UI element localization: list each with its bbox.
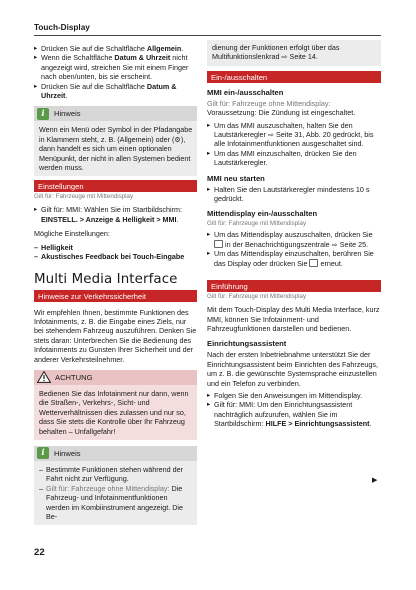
- hint-box-2: [34, 446, 197, 525]
- hint-box-header-2: [34, 446, 197, 461]
- info-icon: i: [37, 447, 49, 459]
- bullet-open-assistant: ▸ Gilt für: MMI: Um den Einrichtungsassistent nachträglich aufzurufen, wählen Sie im Startbildschirm: HILFE > Einrichtungsassistent.: [207, 400, 381, 428]
- section-bar-on-off: Ein-/ausschalten: [207, 71, 381, 83]
- bullet-display-off: ▸ Um das Mittendisplay auszuschalten, drücken Sie in der Benachrichtigungszentrale ⇨ Seite 25.: [207, 230, 381, 249]
- intro-applies-to: Gilt für: Fahrzeuge mit Mittendisplay: [207, 293, 307, 301]
- option-touch-feedback: – Akustisches Feedback bei Touch-Eingabe: [34, 252, 197, 261]
- bullet-display-on: ▸ Um das Mittendisplay einzuschalten, berühren Sie das Display oder drücken Sie erneut.: [207, 249, 381, 268]
- hint-continuation-text: dienung der Funktionen erfolgt über das Multifunktionslenkrad ⇨ Seite 14.: [212, 43, 340, 62]
- setup-assistant-heading: Einrichtungsassistent: [207, 339, 287, 349]
- bullet-mmi-on: ▸ Um das MMI einzuschalten, drücken Sie den Lautstärkeregler.: [207, 149, 381, 168]
- page-header: [34, 22, 381, 36]
- warning-box: [34, 370, 197, 440]
- section-bar-introduction: Einführung: [207, 280, 381, 292]
- possible-settings-label: Mögliche Einstellungen:: [34, 229, 110, 239]
- hint-item-2: – Gilt für: Fahrzeuge ohne Mittendisplay: Die Fahrzeug- und Infotainmentfunktionen werden im Kombiinstrument angezeigt. Die Be-: [39, 484, 193, 522]
- hint-box-header: [34, 106, 197, 121]
- bullet-mmi-restart: ▸ Halten Sie den Lautstärkeregler mindestens 10 s gedrückt.: [207, 185, 381, 204]
- right-column: [207, 40, 381, 429]
- setup-assistant-text: Nach der ersten Inbetriebnahme unterstützt Sie der Einrichtungsassistent beim Einrichten des Fahrzeugs, um z. B. die gewünschte Systemsprache einzustellen und ein Telefon zu verbinden.: [207, 350, 378, 388]
- hint-box-1: [34, 106, 197, 176]
- hint-title: Hinweis: [54, 109, 81, 119]
- bullet-follow-instructions: ▸ Folgen Sie den Anweisungen im Mittendisplay.: [207, 391, 381, 400]
- header-title: Touch-Display: [34, 23, 90, 32]
- hint-body-2: [34, 461, 197, 525]
- mmi-restart-heading: MMI neu starten: [207, 173, 265, 183]
- info-icon: i: [37, 108, 49, 120]
- left-column: [34, 44, 197, 529]
- bullet-general: ▸ Drücken Sie auf die Schaltfläche Allgemein.: [34, 44, 197, 53]
- hint-continuation-box: [207, 40, 381, 66]
- bullet-settings-path: ▸ Gilt für: MMI: Wählen Sie im Startbildschirm: EINSTELL. > Anzeige & Helligkeit > MMI.: [34, 205, 197, 224]
- bullet-date: ▸ Drücken Sie auf die Schaltfläche Datum & Uhrzeit.: [34, 82, 197, 101]
- bullet-mmi-off: ▸ Um das MMI auszuschalten, halten Sie den Lautstärkeregler ⇨ Seite 31, Abb. 20 gedrückt, bis alle Infotainmentfunktionen ausgeschaltet sind.: [207, 121, 381, 149]
- applies-to-note: Gilt für: Fahrzeuge mit Mittendisplay: [34, 193, 134, 201]
- intro-text: Mit dem Touch-Display des Multi Media Interface, kurz MMI, können Sie Infotainment- und Fahrzeugfunktionen darstellen und bedienen.: [207, 305, 380, 333]
- warning-body: Bedienen Sie das Infotainment nur dann, wenn die Straßen-, Verkehrs-, Sicht- und Wetterverhältnissen dies zulassen und nur so, dass Sie stets die Kontrolle über Ihr Fahrzeug behalten – Unfallgefahr!: [34, 385, 197, 440]
- continue-arrow-icon: ▶: [372, 477, 378, 484]
- warning-triangle-icon: [37, 371, 51, 383]
- mmi-onoff-requirement: Gilt für: Fahrzeuge ohne Mittendisplay: Voraussetzung: Die Zündung ist eingeschaltet.: [207, 98, 356, 118]
- bullet-date-visibility: ▸ Wenn die Schaltfläche Datum & Uhrzeit nicht angezeigt wird, streichen Sie mit einem Finger nach oben/unten, bis sie erscheint.: [34, 53, 197, 81]
- page-number: 22: [34, 547, 45, 558]
- traffic-safety-text: Wir empfehlen Ihnen, bestimmte Funktionen des Infotainments, z. B. die Eingabe eines Ziels, nur bei stehendem Fahrzeug auszuführen. Denken Sie stets daran: Unterbrechen Sie die Bedienung des Infotainments zu Gunsten Ihrer Sicherheit und der anderer Verkehrsteilnehmer.: [34, 307, 197, 364]
- hint-item-1: – Bestimmte Funktionen stehen während der Fahrt nicht zur Verfügung.: [39, 465, 193, 484]
- warning-header: [34, 370, 197, 385]
- display-onoff-heading: Mittendisplay ein-/ausschalten: [207, 209, 318, 219]
- hint-body: Wenn ein Menü oder Symbol in der Pfadangabe in Klammern steht, z. B. (Allgemein) oder (⚙), dann handelt es sich um einen optionalen Menüpunkt, der nicht in allen Systemen bedient werden muss.: [39, 125, 193, 173]
- hint-title-2: Hinweis: [54, 448, 81, 458]
- section-bar-settings: Einstellungen: [34, 180, 197, 192]
- mmi-onoff-heading: MMI ein-/ausschalten: [207, 87, 284, 97]
- chapter-title: Multi Media Interface: [34, 271, 178, 287]
- option-brightness: – Helligkeit: [34, 243, 197, 252]
- warning-title: ACHTUNG: [55, 372, 93, 382]
- section-bar-traffic-safety: Hinweise zur Verkehrssicherheit: [34, 290, 197, 302]
- display-off-icon: [214, 240, 223, 248]
- display-applies-to: Gilt für: Fahrzeuge mit Mittendisplay: [207, 220, 307, 228]
